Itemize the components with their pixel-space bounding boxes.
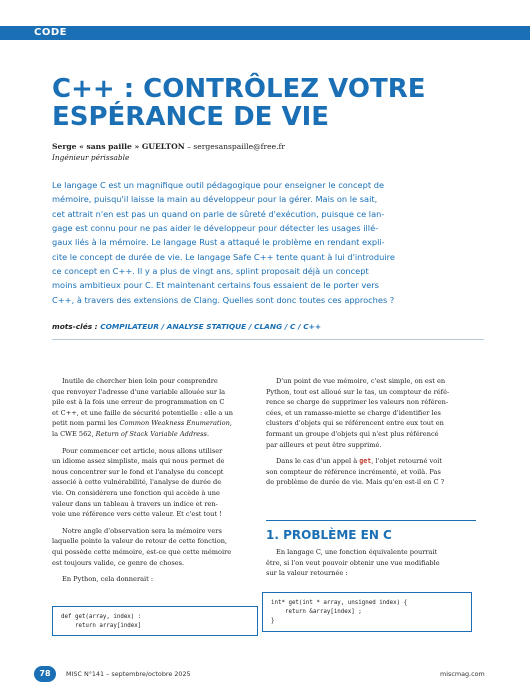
text-line: Inutile de chercher bien loin pour comprendre bbox=[62, 377, 218, 385]
code-line: int* get(int * array, unsigned index) { bbox=[271, 600, 408, 606]
text-line: être, si l'on veut pouvoir obtenir une vue modifiable bbox=[266, 558, 440, 567]
right-column-continued bbox=[266, 547, 472, 585]
text-fragment: Dans le cas d'un appel à bbox=[276, 457, 360, 466]
keywords bbox=[52, 322, 321, 331]
text-line: sur la valeur retournée : bbox=[266, 569, 348, 578]
abstract-line: moins ambitieux pour C. Et maintenant certains fous essaient de le porter vers bbox=[52, 280, 379, 291]
page-number: 78 bbox=[34, 666, 56, 682]
abstract bbox=[52, 178, 484, 307]
abstract-line: gage est connu pour ne pas aider le développeur pour détecter les usages illé- bbox=[52, 223, 379, 234]
text-line: par ailleurs et peut être supprimé. bbox=[266, 440, 382, 449]
section-label: CODE bbox=[34, 27, 67, 38]
title-line: C++ : CONTRÔLEZ VOTRE bbox=[52, 74, 426, 104]
text-line: voie une référence vers cette valeur. Et c'est tout ! bbox=[52, 510, 222, 519]
abstract-line: C++, à travers des extensions de Clang. Quelles sont donc toutes ces approches ? bbox=[52, 294, 395, 305]
italic-term: Return of Stack Variable Address bbox=[95, 429, 207, 438]
text-line: nous concentrer sur le fond et l'analyse du concept bbox=[52, 467, 224, 476]
text-line: pile est à la fois une erreur de programmation en C bbox=[52, 398, 225, 407]
text-line: Python, tout est alloué sur le tas, un compteur de réfé- bbox=[266, 387, 450, 396]
text-line: qui possède cette mémoire, est-ce que cette mémoire bbox=[52, 547, 232, 556]
code-line: def get(array, index) : bbox=[61, 614, 142, 620]
text-line: clusters d'objets qui se référencent entre eux tout en bbox=[266, 419, 444, 428]
text-line: laquelle pointe la valeur de retour de cette fonction, bbox=[52, 537, 228, 546]
section-banner bbox=[0, 26, 530, 40]
text-line: formant un groupe d'objets qui n'est plus référencé bbox=[266, 429, 439, 438]
text-line bbox=[52, 418, 258, 429]
text-line: de problème de durée de vie. Mais qu'en est-il en C ? bbox=[266, 478, 445, 487]
keywords-list: COMPILATEUR / ANALYSE STATIQUE / CLANG / C / C++ bbox=[100, 322, 322, 331]
paragraph bbox=[52, 376, 258, 440]
paragraph bbox=[52, 526, 258, 568]
abstract-line: mémoire, puisqu'il laisse la main au développeur pour la gérer. Mais on le sait, bbox=[52, 194, 378, 205]
text-line: est toujours valide, ce genre de choses. bbox=[52, 558, 185, 567]
abstract-line: gaux liés à la mémoire. Le langage Rust a attaqué le problème en rendant expli- bbox=[52, 237, 385, 248]
code-line: return array[index] bbox=[61, 622, 142, 629]
separator bbox=[52, 339, 484, 340]
text-line: Notre angle d'observation sera la mémoire vers bbox=[62, 526, 222, 535]
text-line: Pour commencer cet article, nous allons utiliser bbox=[62, 446, 223, 455]
author-name: Serge « sans paille » GUELTON bbox=[52, 142, 185, 151]
paragraph bbox=[266, 547, 472, 579]
inline-code: get bbox=[359, 457, 372, 466]
section-heading: 1. PROBLÈME EN C bbox=[266, 528, 392, 542]
text-line: rence se charge de supprimer les valeurs non référen- bbox=[266, 398, 449, 407]
text-fragment: , l'objet retourné voit bbox=[371, 457, 442, 466]
text-line bbox=[266, 456, 472, 467]
paragraph bbox=[52, 574, 258, 585]
abstract-line: ce concept en C++. Il y a plus de vingt ans, splint proposait déjà un concept bbox=[52, 266, 369, 277]
text-line: En langage C, une fonction équivalente pourrait bbox=[276, 548, 438, 556]
paragraph bbox=[266, 456, 472, 488]
text-fragment: . bbox=[206, 429, 210, 438]
magazine-issue: MISC N°141 – septembre/octobre 2025 bbox=[66, 670, 191, 678]
text-line: associé à cette vulnérabilité, l'analyse de durée de bbox=[52, 478, 222, 487]
author-line bbox=[52, 142, 285, 151]
text-line: valeur dans un tableau à travers un indice et ren- bbox=[52, 499, 218, 508]
italic-term: Common Weakness Enumeration bbox=[119, 419, 230, 428]
python-code-block bbox=[52, 606, 258, 636]
text-fragment: la CWE 562, bbox=[52, 429, 96, 438]
abstract-line: Le langage C est un magnifique outil pédagogique pour enseigner le concept de bbox=[52, 180, 385, 190]
paragraph bbox=[266, 376, 472, 450]
c-code-block bbox=[262, 592, 472, 632]
text-fragment: , bbox=[229, 419, 232, 428]
code-line: return &array[index] ; bbox=[271, 608, 362, 615]
text-fragment: petit nom parmi les bbox=[52, 419, 120, 428]
left-column bbox=[52, 376, 258, 591]
text-line: son compteur de référence incrémenté, et voilà. Pas bbox=[266, 467, 441, 476]
text-line: et C++, et une faille de sécurité potentielle : elle a un bbox=[52, 408, 233, 417]
title-line: ESPÉRANCE DE VIE bbox=[52, 102, 330, 132]
right-column bbox=[266, 376, 472, 494]
text-line: que renvoyer l'adresse d'une variable allouée sur la bbox=[52, 387, 226, 396]
text-line: En Python, cela donnerait : bbox=[62, 575, 154, 584]
abstract-line: cite le concept de durée de vie. Le langage Safe C++ tente quant à lui d'introduire bbox=[52, 251, 395, 262]
abstract-line: cet attrait n'en est pas un quand on parle de sûreté d'exécution, puisque ce lan- bbox=[52, 208, 385, 219]
code-line: } bbox=[271, 617, 275, 624]
author-role: Ingénieur périssable bbox=[52, 153, 130, 162]
keywords-label: mots-clés : bbox=[52, 322, 101, 331]
article-title bbox=[52, 75, 492, 131]
text-line: D'un point de vue mémoire, c'est simple, on est en bbox=[276, 377, 446, 385]
text-line: cées, et un ramasse-miette se charge d'identifier les bbox=[266, 408, 441, 417]
text-line: un idiome assez simpliste, mais qui nous permet de bbox=[52, 457, 225, 466]
text-line bbox=[52, 429, 258, 440]
text-line: vie. On considérera une fonction qui accède à une bbox=[52, 488, 220, 497]
paragraph bbox=[52, 446, 258, 520]
magazine-website: miscmag.com bbox=[440, 670, 485, 678]
heading-rule bbox=[266, 520, 476, 521]
author-email: – sergesanspaille@free.fr bbox=[184, 142, 285, 151]
